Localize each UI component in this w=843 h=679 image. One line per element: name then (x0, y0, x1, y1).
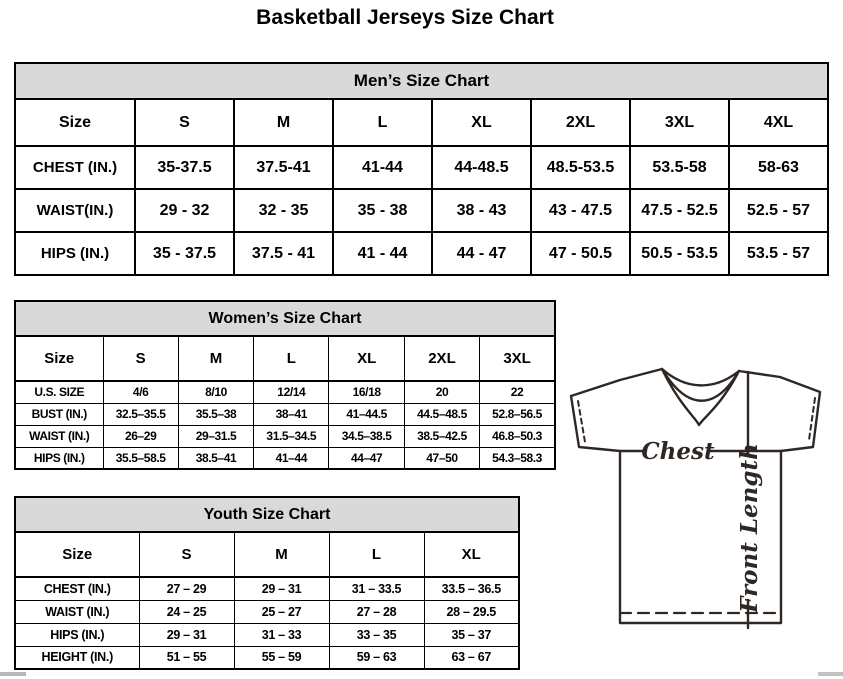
column-header: 2XL (531, 99, 630, 146)
youth-size-table (14, 496, 520, 670)
size-cell: 32 - 35 (234, 189, 333, 232)
table-row (15, 623, 519, 646)
size-cell: 20 (404, 381, 479, 403)
size-cell: 53.5-58 (630, 146, 729, 189)
size-cell: 63 – 67 (424, 646, 519, 669)
size-cell: 53.5 - 57 (729, 232, 828, 275)
size-cell: 16/18 (329, 381, 404, 403)
size-cell: 51 – 55 (139, 646, 234, 669)
size-cell: 55 – 59 (234, 646, 329, 669)
row-label: HEIGHT (IN.) (15, 646, 139, 669)
size-cell: 29 - 32 (135, 189, 234, 232)
column-header: XL (424, 532, 519, 577)
size-cell: 35-37.5 (135, 146, 234, 189)
size-cell: 24 – 25 (139, 600, 234, 623)
chest-label: Chest (641, 438, 715, 465)
size-cell: 28 – 29.5 (424, 600, 519, 623)
size-cell: 12/14 (254, 381, 329, 403)
size-cell: 41 - 44 (333, 232, 432, 275)
size-cell: 31 – 33 (234, 623, 329, 646)
column-header: L (329, 532, 424, 577)
size-cell: 38.5–41 (178, 447, 253, 469)
scrollbar-thumb-left[interactable] (0, 672, 26, 676)
column-header: 2XL (404, 336, 479, 381)
size-cell: 43 - 47.5 (531, 189, 630, 232)
column-header: L (254, 336, 329, 381)
size-cell: 41-44 (333, 146, 432, 189)
column-header: S (139, 532, 234, 577)
row-label: BUST (IN.) (15, 403, 103, 425)
size-cell: 29 – 31 (139, 623, 234, 646)
column-header: S (135, 99, 234, 146)
size-cell: 48.5-53.5 (531, 146, 630, 189)
size-cell: 50.5 - 53.5 (630, 232, 729, 275)
row-label: HIPS (IN.) (15, 447, 103, 469)
size-cell: 29–31.5 (178, 425, 253, 447)
size-cell: 37.5-41 (234, 146, 333, 189)
size-cell: 58-63 (729, 146, 828, 189)
sleeve-stitch-left-icon (578, 401, 585, 442)
row-label: WAIST (IN.) (15, 600, 139, 623)
size-cell: 35 – 37 (424, 623, 519, 646)
size-cell: 46.8–50.3 (480, 425, 555, 447)
column-header: M (234, 532, 329, 577)
table-row (15, 232, 828, 275)
size-cell: 38 - 43 (432, 189, 531, 232)
jersey-diagram (558, 360, 843, 650)
size-cell: 38–41 (254, 403, 329, 425)
size-cell: 41–44.5 (329, 403, 404, 425)
size-cell: 47 - 50.5 (531, 232, 630, 275)
size-cell: 8/10 (178, 381, 253, 403)
column-header: Size (15, 336, 103, 381)
size-cell: 35.5–58.5 (103, 447, 178, 469)
row-label: WAIST (IN.) (15, 425, 103, 447)
column-header: L (333, 99, 432, 146)
jersey-outline-icon (571, 369, 820, 623)
column-header: Size (15, 532, 139, 577)
table-title: Women’s Size Chart (15, 301, 555, 336)
table-row (15, 577, 519, 600)
size-cell: 4/6 (103, 381, 178, 403)
size-cell: 31 – 33.5 (329, 577, 424, 600)
page-title: Basketball Jerseys Size Chart (256, 6, 554, 29)
size-cell: 38.5–42.5 (404, 425, 479, 447)
size-cell: 44-48.5 (432, 146, 531, 189)
size-cell: 33.5 – 36.5 (424, 577, 519, 600)
size-cell: 34.5–38.5 (329, 425, 404, 447)
table-row (15, 403, 555, 425)
size-cell: 35 - 37.5 (135, 232, 234, 275)
column-header: M (178, 336, 253, 381)
size-cell: 26–29 (103, 425, 178, 447)
table-row (15, 646, 519, 669)
size-cell: 32.5–35.5 (103, 403, 178, 425)
size-cell: 44–47 (329, 447, 404, 469)
column-header: XL (329, 336, 404, 381)
row-label: U.S. SIZE (15, 381, 103, 403)
table-row (15, 381, 555, 403)
size-cell: 59 – 63 (329, 646, 424, 669)
size-cell: 41–44 (254, 447, 329, 469)
size-cell: 35 - 38 (333, 189, 432, 232)
size-cell: 29 – 31 (234, 577, 329, 600)
row-label: CHEST (IN.) (15, 577, 139, 600)
table-row (15, 425, 555, 447)
size-cell: 27 – 29 (139, 577, 234, 600)
column-header: M (234, 99, 333, 146)
column-header: Size (15, 99, 135, 146)
column-header: S (103, 336, 178, 381)
mens-size-table (14, 62, 829, 276)
size-cell: 31.5–34.5 (254, 425, 329, 447)
column-header: XL (432, 99, 531, 146)
column-header: 4XL (729, 99, 828, 146)
size-cell: 47.5 - 52.5 (630, 189, 729, 232)
row-label: CHEST (IN.) (15, 146, 135, 189)
row-label: WAIST(IN.) (15, 189, 135, 232)
size-cell: 47–50 (404, 447, 479, 469)
column-header: 3XL (630, 99, 729, 146)
size-cell: 25 – 27 (234, 600, 329, 623)
size-cell: 52.8–56.5 (480, 403, 555, 425)
size-cell: 37.5 - 41 (234, 232, 333, 275)
scrollbar-thumb-right[interactable] (818, 672, 843, 676)
front-length-label: Front Length (736, 443, 763, 613)
table-row (15, 447, 555, 469)
size-cell: 44.5–48.5 (404, 403, 479, 425)
womens-size-table (14, 300, 556, 470)
row-label: HIPS (IN.) (15, 232, 135, 275)
size-cell: 35.5–38 (178, 403, 253, 425)
size-cell: 52.5 - 57 (729, 189, 828, 232)
table-row (15, 146, 828, 189)
size-cell: 27 – 28 (329, 600, 424, 623)
table-row (15, 189, 828, 232)
size-cell: 54.3–58.3 (480, 447, 555, 469)
column-header: 3XL (480, 336, 555, 381)
table-title: Men’s Size Chart (15, 63, 828, 99)
table-title: Youth Size Chart (15, 497, 519, 532)
row-label: HIPS (IN.) (15, 623, 139, 646)
size-cell: 33 – 35 (329, 623, 424, 646)
size-cell: 44 - 47 (432, 232, 531, 275)
size-cell: 22 (480, 381, 555, 403)
jersey-collar-icon (662, 369, 739, 425)
table-row (15, 600, 519, 623)
